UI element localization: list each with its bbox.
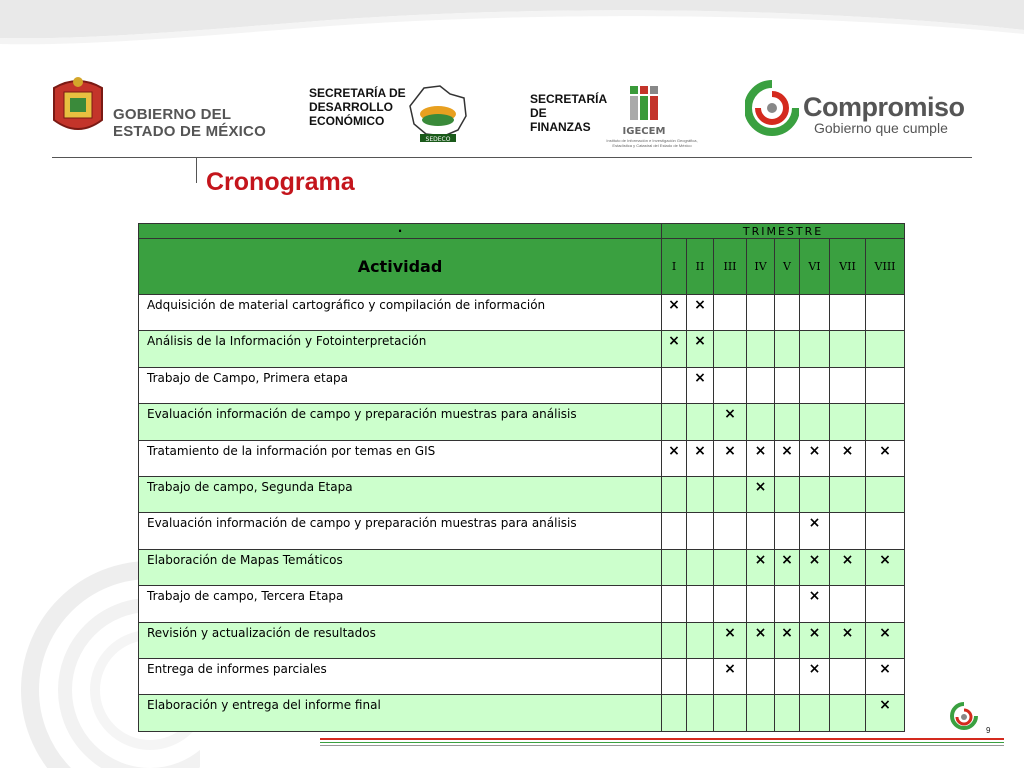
gobierno-line2: ESTADO DE MÉXICO (113, 123, 266, 140)
mark-cell: × (800, 622, 830, 658)
col-header: VII (830, 239, 866, 295)
schedule-table (138, 223, 905, 732)
compromiso-swirl-logo-icon (745, 80, 799, 136)
mark-cell: × (800, 586, 830, 622)
activity-cell: Elaboración y entrega del informe final (139, 695, 662, 732)
mark-cell (866, 404, 905, 440)
mark-cell (687, 549, 714, 585)
mark-cell: × (775, 440, 800, 476)
mark-cell (800, 295, 830, 331)
mark-cell (830, 659, 866, 695)
mark-cell (775, 659, 800, 695)
mark-cell (866, 586, 905, 622)
mark-cell (775, 367, 800, 403)
table-row (139, 586, 905, 622)
mark-cell (687, 404, 714, 440)
sec-finanzas-line3: FINANZAS (530, 120, 591, 134)
trimestre-header: TRIMESTRE (662, 224, 905, 239)
mark-cell: × (866, 440, 905, 476)
mark-cell (830, 295, 866, 331)
title-divider (196, 157, 197, 183)
activity-cell: Trabajo de campo, Segunda Etapa (139, 477, 662, 513)
mark-cell: × (714, 440, 747, 476)
mark-cell (662, 404, 687, 440)
table-row (139, 659, 905, 695)
mark-cell (747, 295, 775, 331)
mark-cell: × (687, 331, 714, 367)
mark-cell (747, 659, 775, 695)
mark-cell (800, 695, 830, 732)
gobierno-estado-mexico-logo-text (113, 106, 266, 140)
mark-cell (866, 477, 905, 513)
mark-cell: × (747, 549, 775, 585)
activity-cell: Análisis de la Información y Fotointerpretación (139, 331, 662, 367)
mark-cell (687, 477, 714, 513)
mark-cell (830, 513, 866, 549)
col-header: III (714, 239, 747, 295)
mark-cell: × (714, 622, 747, 658)
header-dot: · (139, 224, 662, 239)
mark-cell (775, 695, 800, 732)
mark-cell (800, 331, 830, 367)
col-header: VIII (866, 239, 905, 295)
mark-cell: × (775, 622, 800, 658)
mark-cell: × (866, 622, 905, 658)
col-header: V (775, 239, 800, 295)
mark-cell (747, 695, 775, 732)
sec-desarrollo-line3: ECONÓMICO (309, 114, 385, 128)
table-row (139, 367, 905, 403)
activity-cell: Revisión y actualización de resultados (139, 622, 662, 658)
actividad-header: Actividad (139, 239, 662, 295)
activity-cell: Elaboración de Mapas Temáticos (139, 549, 662, 585)
mark-cell (714, 331, 747, 367)
mark-cell: × (830, 440, 866, 476)
mark-cell: × (830, 549, 866, 585)
mark-cell (662, 659, 687, 695)
mark-cell (775, 513, 800, 549)
mark-cell (714, 586, 747, 622)
mark-cell (747, 367, 775, 403)
mark-cell: × (662, 295, 687, 331)
table-row (139, 404, 905, 440)
mark-cell: × (687, 440, 714, 476)
mark-cell: × (714, 659, 747, 695)
mark-cell (687, 659, 714, 695)
mark-cell: × (830, 622, 866, 658)
table-row (139, 477, 905, 513)
sec-finanzas-line1: SECRETARÍA (530, 92, 608, 106)
mark-cell: × (747, 440, 775, 476)
table-row (139, 295, 905, 331)
activity-cell: Evaluación información de campo y preparación muestras para análisis (139, 513, 662, 549)
igecem-subtitle: Instituto de Información e Investigación Geográfica, Estadística y Catastral del Estado de México (606, 138, 698, 148)
header-divider (52, 157, 972, 158)
mark-cell (662, 513, 687, 549)
table-row (139, 622, 905, 658)
mark-cell: × (687, 295, 714, 331)
mark-cell (687, 586, 714, 622)
mark-cell (662, 622, 687, 658)
mark-cell (662, 367, 687, 403)
mark-cell (687, 695, 714, 732)
mark-cell (662, 695, 687, 732)
svg-text:SEDECO: SEDECO (425, 136, 451, 143)
mark-cell (714, 295, 747, 331)
col-header: IV (747, 239, 775, 295)
mark-cell (662, 586, 687, 622)
col-header: II (687, 239, 714, 295)
svg-text:IGECEM: IGECEM (622, 126, 666, 137)
secretaria-desarrollo-economico-label (309, 86, 406, 128)
mark-cell (775, 477, 800, 513)
mark-cell: × (800, 659, 830, 695)
sec-desarrollo-line1: SECRETARÍA DE (309, 86, 406, 100)
table-row (139, 331, 905, 367)
mark-cell (800, 404, 830, 440)
mark-cell (830, 477, 866, 513)
mark-cell: × (687, 367, 714, 403)
activity-cell: Evaluación información de campo y preparación muestras para análisis (139, 404, 662, 440)
mark-cell (830, 586, 866, 622)
mark-cell (866, 513, 905, 549)
activity-cell: Trabajo de campo, Tercera Etapa (139, 586, 662, 622)
table-row (139, 549, 905, 585)
mark-cell (714, 367, 747, 403)
mark-cell: × (866, 549, 905, 585)
mark-cell (775, 295, 800, 331)
col-header: I (662, 239, 687, 295)
secretaria-finanzas-label (530, 92, 607, 134)
mark-cell (830, 404, 866, 440)
mark-cell (830, 331, 866, 367)
mark-cell (866, 295, 905, 331)
mark-cell (714, 477, 747, 513)
sec-finanzas-line2: DE (530, 106, 547, 120)
mark-cell (800, 477, 830, 513)
table-row (139, 695, 905, 732)
table-row (139, 440, 905, 476)
mark-cell (687, 513, 714, 549)
footer-lines (320, 736, 1004, 748)
mark-cell (662, 549, 687, 585)
top-wave-decoration (0, 0, 1024, 70)
activity-cell: Trabajo de Campo, Primera etapa (139, 367, 662, 403)
gobierno-line1: GOBIERNO DEL (113, 106, 232, 123)
mark-cell (747, 404, 775, 440)
mark-cell (800, 367, 830, 403)
mark-cell: × (747, 622, 775, 658)
compromiso-logo-text: Compromiso (803, 92, 965, 122)
activity-cell: Entrega de informes parciales (139, 659, 662, 695)
mark-cell (830, 695, 866, 732)
compromiso-tagline: Gobierno que cumple (814, 120, 948, 136)
activity-cell: Tratamiento de la información por temas en GIS (139, 440, 662, 476)
mark-cell: × (800, 513, 830, 549)
mark-cell: × (747, 477, 775, 513)
footer-swirl-logo-icon (950, 702, 978, 732)
mark-cell (866, 367, 905, 403)
mark-cell (775, 586, 800, 622)
mark-cell (662, 477, 687, 513)
mark-cell: × (775, 549, 800, 585)
col-header: VI (800, 239, 830, 295)
estado-de-mexico-crest-icon (50, 74, 106, 138)
mark-cell: × (714, 404, 747, 440)
table-row (139, 513, 905, 549)
page-title: Cronograma (206, 168, 355, 196)
mark-cell (775, 331, 800, 367)
mark-cell: × (866, 695, 905, 732)
mark-cell (714, 695, 747, 732)
mark-cell (775, 404, 800, 440)
mark-cell: × (662, 331, 687, 367)
mark-cell: × (800, 440, 830, 476)
mark-cell (747, 513, 775, 549)
mark-cell: × (866, 659, 905, 695)
mark-cell (714, 513, 747, 549)
mark-cell: × (662, 440, 687, 476)
mark-cell (687, 622, 714, 658)
mark-cell: × (800, 549, 830, 585)
sec-desarrollo-line2: DESARROLLO (309, 100, 393, 114)
activity-cell: Adquisición de material cartográfico y compilación de información (139, 295, 662, 331)
mark-cell (714, 549, 747, 585)
page-number: 9 (986, 726, 991, 735)
mark-cell (747, 586, 775, 622)
mark-cell (747, 331, 775, 367)
mark-cell (866, 331, 905, 367)
mark-cell (830, 367, 866, 403)
sedeco-logo-icon (406, 84, 470, 146)
